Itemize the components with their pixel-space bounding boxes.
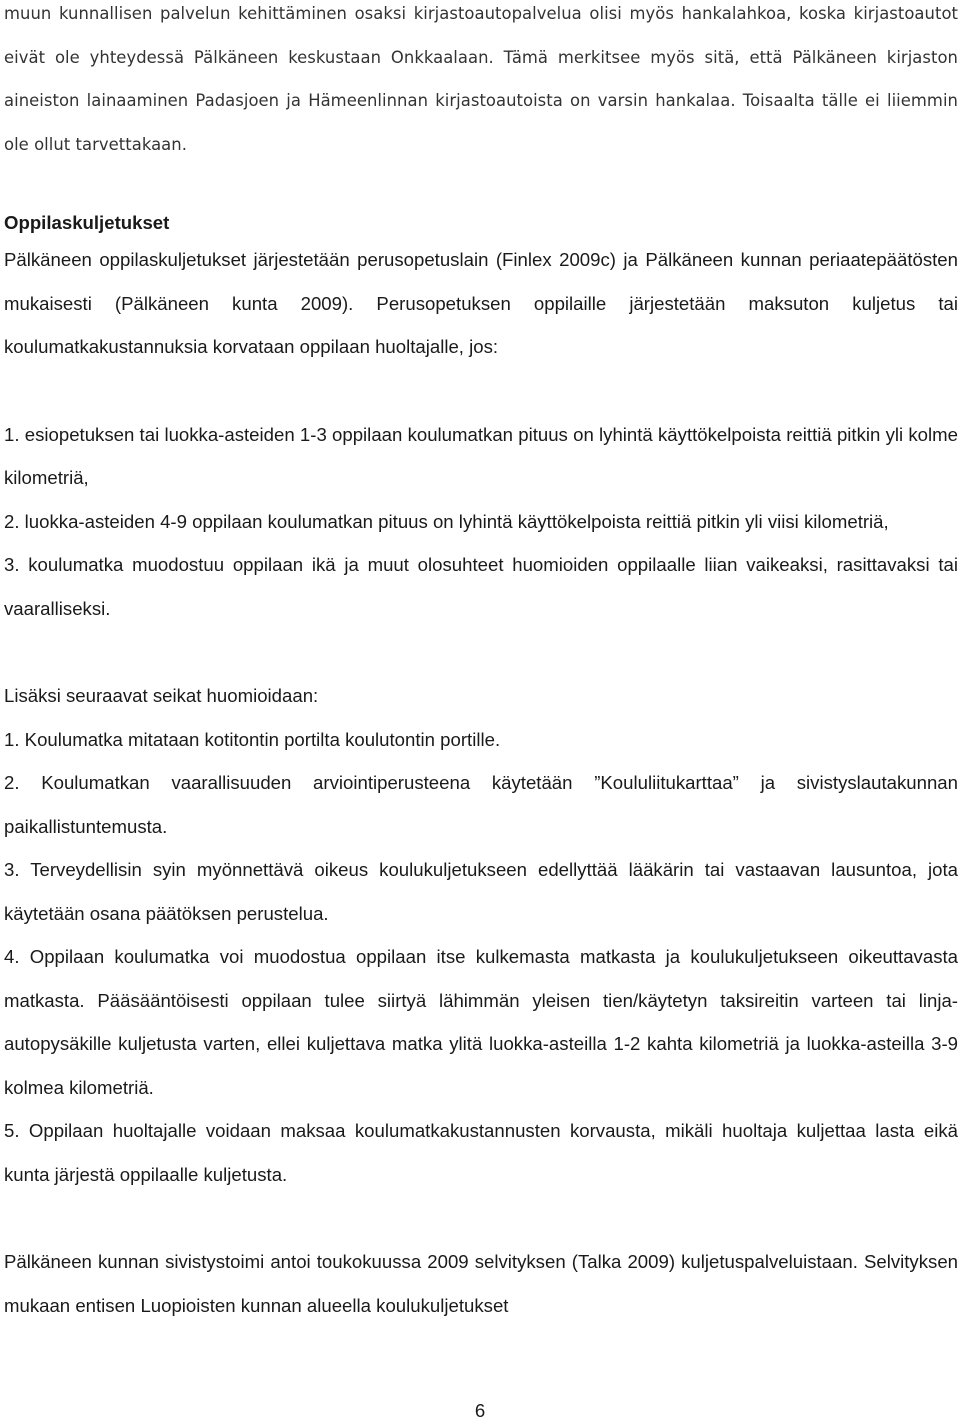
page-number: 6 bbox=[474, 1400, 486, 1421]
spacer bbox=[4, 369, 958, 413]
closing-paragraph: Pälkäneen kunnan sivistystoimi antoi toukokuussa 2009 selvityksen (Talka 2009) kuljetuspalveluistaan. Selvityksen mukaan entisen Luopioisten kunnan alueella koulukuljetukset bbox=[4, 1251, 958, 1316]
intro-paragraph: muun kunnallisen palvelun kehittäminen osaksi kirjastoautopalvelua olisi myös hankalahkoa, koska kirjastoautot eivät ole yhteydessä Pälkäneen keskustaan Onkkaalaan. Tämä merkitsee myös sitä, että Pälkäneen kirjaston aineiston lainaaminen Padasjoen ja Hämeenlinnan kirjastoautoista on varsin hankalaa. Toisaalta tälle ei liiemmin ole ollut tarvettakaan. bbox=[4, 4, 958, 154]
condition-item-1: 1. esiopetuksen tai luokka-asteiden 1-3 oppilaan koulumatkan pituus on lyhintä käyttökelpoista reittiä pitkin yli kolme kilometriä, bbox=[4, 423, 958, 488]
document-page bbox=[4, 0, 958, 1327]
spacer bbox=[4, 166, 958, 208]
spacer bbox=[4, 630, 958, 674]
condition-item-3: 3. koulumatka muodostuu oppilaan ikä ja muut olosuhteet huomioiden oppilaalle liian vaikeaksi, rasittavaksi tai vaaralliseksi. bbox=[4, 554, 958, 619]
consideration-item-3: 3. Terveydellisin syin myönnettävä oikeus koulukuljetukseen edellyttää lääkärin tai vastaavan lausuntoa, jota käytetään osana päätöksen perustelua. bbox=[4, 859, 958, 924]
spacer bbox=[4, 1196, 958, 1240]
section-heading: Oppilaskuljetukset bbox=[4, 212, 170, 233]
consideration-item-1: 1. Koulumatka mitataan kotitontin portilta koulutontin portille. bbox=[4, 728, 501, 750]
condition-item-2: 2. luokka-asteiden 4-9 oppilaan koulumatkan pituus on lyhintä käyttökelpoista reittiä pitkin yli viisi kilometriä, bbox=[4, 510, 889, 532]
section-intro-paragraph: Pälkäneen oppilaskuljetukset järjestetään perusopetuslain (Finlex 2009c) ja Pälkäneen kunnan periaatepäätösten mukaisesti (Pälkäneen kunta 2009). Perusopetuksen oppilaille järjestetään maksuton kuljetus tai koulumatkakustannuksia korvataan oppilaan huoltajalle, jos: bbox=[4, 249, 958, 357]
consideration-item-2: 2. Koulumatkan vaarallisuuden arviointiperusteena käytetään ”Koululiitukarttaa” ja sivistyslautakunnan paikallistuntemusta. bbox=[4, 772, 958, 837]
considerations-intro: Lisäksi seuraavat seikat huomioidaan: bbox=[4, 685, 319, 706]
consideration-item-5: 5. Oppilaan huoltajalle voidaan maksaa koulumatkakustannusten korvausta, mikäli huoltaja kuljettaa lasta eikä kunta järjestä oppilaalle kuljetusta. bbox=[4, 1120, 958, 1185]
consideration-item-4: 4. Oppilaan koulumatka voi muodostua oppilaan itse kulkemasta matkasta ja koulukuljetukseen oikeuttavasta matkasta. Pääsääntöisesti oppilaan tulee siirtyä lähimmän yleisen tien/käytetyn taksireitin varteen tai linja-autopysäkille kuljetusta varten, ellei kuljettava matka ylitä luokka-asteilla 1-2 kahta kilometriä ja luokka-asteilla 3-9 kolmea kilometriä. bbox=[4, 946, 958, 1098]
